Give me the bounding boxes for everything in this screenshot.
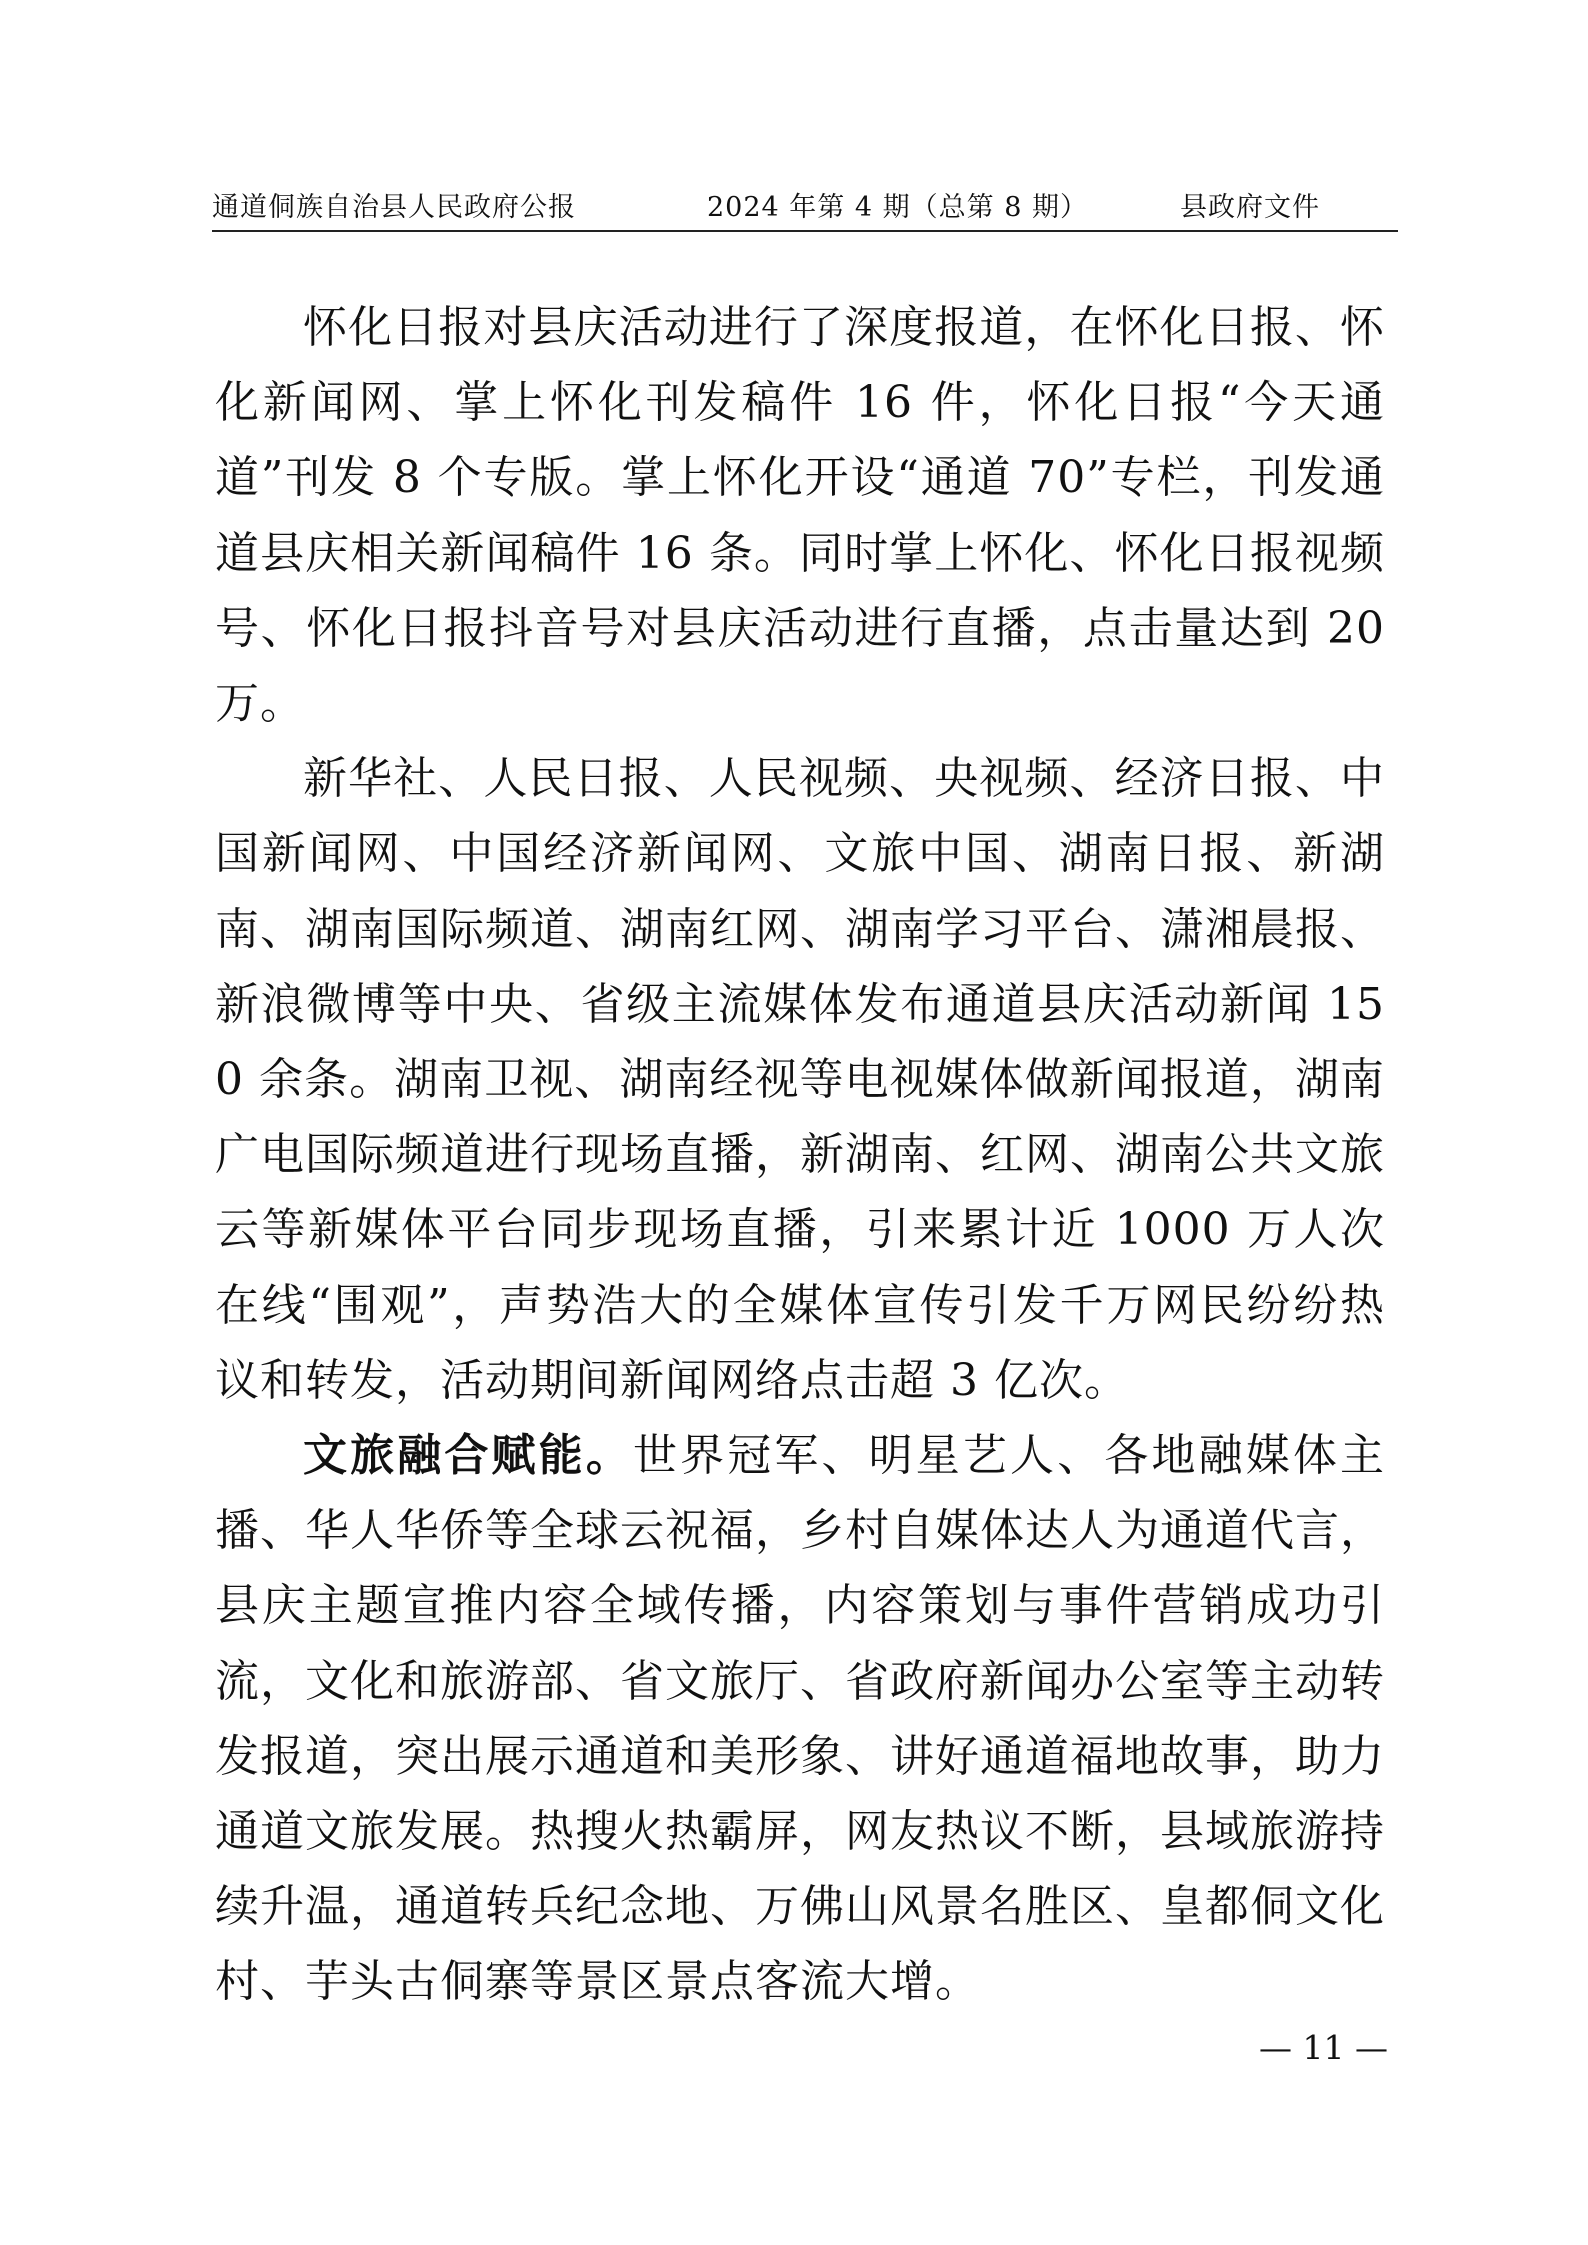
- paragraph-3-lead-heading: 文旅融合赋能。: [303, 1430, 633, 1482]
- header-issue-number: 2024 年第 4 期（总第 8 期）: [707, 192, 1088, 223]
- header-publication-name: 通道侗族自治县人民政府公报: [212, 192, 576, 223]
- paragraph-1: [215, 290, 1385, 741]
- article-body: [215, 290, 1385, 2020]
- paragraph-3: [215, 1418, 1385, 2020]
- paragraph-3-text: 世界冠军、明星艺人、各地融媒体主播、华人华侨等全球云祝福，乡村自媒体达人为通道代言，县庆主题宣推内容全域传播，内容策划与事件营销成功引流，文化和旅游部、省文旅厅、省政府新闻办公室等主动转发报道，突出展示通道和美形象、讲好通道福地故事，助力通道文旅发展。热搜火热霸屏，网友热议不断，县域旅游持续升温，通道转兵纪念地、万佛山风景名胜区、皇都侗文化村、芋头古侗寨等景区景点客流大增。: [215, 1430, 1386, 2008]
- header-section-name: 县政府文件: [1180, 192, 1320, 223]
- paragraph-2: [215, 741, 1385, 1418]
- paragraph-1-text: 怀化日报对县庆活动进行了深度报道，在怀化日报、怀化新闻网、掌上怀化刊发稿件 16 件，怀化日报“今天通道”刊发 8 个专版。掌上怀化开设“通道 70”专栏，刊发通道县庆相关新闻稿件 16 条。同时掌上怀化、怀化日报视频号、怀化日报抖音号对县庆活动进行直播，点击量达到 20 万。: [215, 302, 1385, 730]
- page-number: — 11 —: [1259, 2028, 1388, 2067]
- paragraph-2-text: 新华社、人民日报、人民视频、央视频、经济日报、中国新闻网、中国经济新闻网、文旅中国、湖南日报、新湖南、湖南国际频道、湖南红网、湖南学习平台、潇湘晨报、新浪微博等中央、省级主流媒体发布通道县庆活动新闻 150 余条。湖南卫视、湖南经视等电视媒体做新闻报道，湖南广电国际频道进行现场直播，新湖南、红网、湖南公共文旅云等新媒体平台同步现场直播，引来累计近 1000 万人次在线“围观”，声势浩大的全媒体宣传引发千万网民纷纷热议和转发，活动期间新闻网络点击超 3 亿次。: [215, 753, 1385, 1406]
- page-header: [212, 186, 1398, 232]
